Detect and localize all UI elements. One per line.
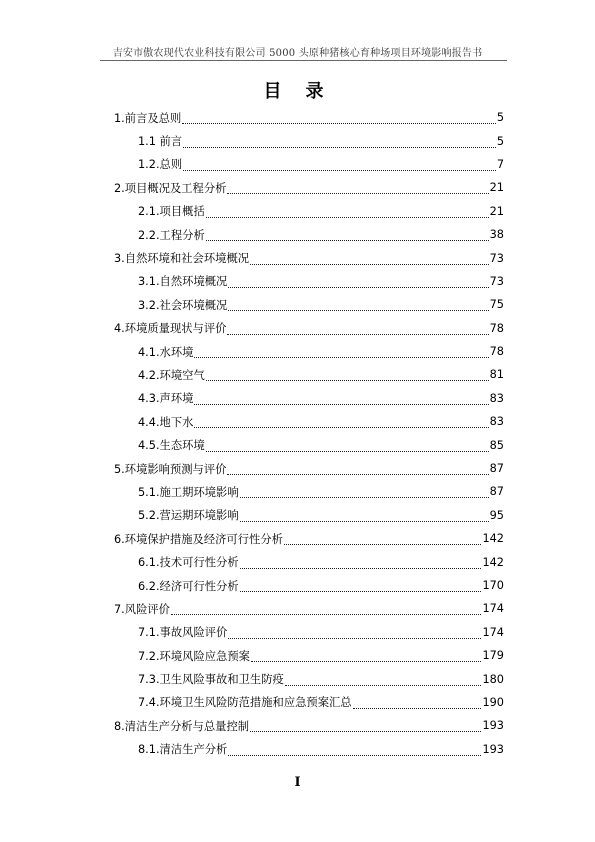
toc-subentry[interactable] [138,621,504,644]
page-number: I [294,775,301,790]
toc-subentry[interactable] [138,550,504,573]
toc-entry-page: 174 [482,625,504,639]
toc-entry-page: 73 [489,274,504,288]
toc-entry-page: 193 [482,719,504,733]
toc-leader-dots [240,521,489,522]
toc-entry-label: 3.自然环境和社会环境概况 [114,252,250,266]
toc-entry-label: 2.1.项目概括 [138,205,205,219]
toc-entry[interactable] [114,597,504,620]
toc-entry-page: 179 [482,649,504,663]
header-divider [100,60,507,61]
toc-entry-label: 1.2.总则 [138,158,183,172]
toc-leader-dots [206,217,489,218]
toc-entry-label: 6.环境保护措施及经济可行性分析 [114,532,283,546]
toc-leader-dots [194,427,488,428]
toc-leader-dots [250,264,489,265]
toc-entry[interactable] [114,527,504,550]
toc-leader-dots [228,310,488,311]
toc-entry-page: 81 [489,368,504,382]
page-title [0,77,595,103]
toc-entry-page: 87 [489,462,504,476]
toc-entry-page: 5 [496,111,504,125]
title-char-2: 录 [305,81,332,102]
toc-entry[interactable] [114,246,504,269]
toc-entry-page: 190 [482,695,504,709]
toc-entry-label: 6.2.经济可行性分析 [138,579,239,593]
toc-leader-dots [206,451,489,452]
toc-entry-label: 3.2.社会环境概况 [138,298,228,312]
toc-entry-page: 73 [489,251,504,265]
toc-subentry[interactable] [138,691,504,714]
toc-subentry[interactable] [138,270,504,293]
toc-subentry[interactable] [138,129,504,152]
toc-entry-label: 1.1 前言 [138,135,183,149]
toc-leader-dots [228,638,481,639]
toc-subentry[interactable] [138,574,504,597]
toc-leader-dots [171,614,481,615]
toc-entry-label: 4.5.生态环境 [138,439,205,453]
toc-entry-label: 4.环境质量现状与评价 [114,322,227,336]
toc-entry-page: 87 [489,485,504,499]
toc-subentry[interactable] [138,363,504,386]
toc-subentry[interactable] [138,410,504,433]
toc-entry-page: 193 [482,742,504,756]
toc-leader-dots [285,685,482,686]
toc-entry[interactable] [114,457,504,480]
toc-entry-page: 142 [482,532,504,546]
toc-entry-label: 7.风险评价 [114,602,170,616]
toc-entry-label: 4.4.地下水 [138,415,194,429]
toc-leader-dots [227,474,488,475]
toc-entry-page: 95 [489,508,504,522]
toc-subentry[interactable] [138,340,504,363]
toc-subentry[interactable] [138,433,504,456]
toc-entry-page: 83 [489,415,504,429]
toc-entry-label: 7.3.卫生风险事故和卫生防疫 [138,673,284,687]
toc-entry[interactable] [114,714,504,737]
toc-entry-label: 1.前言及总则 [114,111,182,125]
running-header: 吉安市傲农现代农业科技有限公司 5000 头原种猪核心育种场项目环境影响报告书 [112,48,483,59]
toc-entry-label: 4.2.环境空气 [138,368,205,382]
toc-subentry[interactable] [138,738,504,761]
toc-entry-label: 4.3.声环境 [138,392,194,406]
toc-leader-dots [227,193,488,194]
toc-entry-page: 78 [489,345,504,359]
toc-entry-page: 85 [489,438,504,452]
toc-entry-page: 7 [496,157,504,171]
toc-entry-label: 3.1.自然环境概况 [138,275,228,289]
toc-leader-dots [240,497,489,498]
toc-leader-dots [284,544,482,545]
toc-subentry[interactable] [138,387,504,410]
toc-leader-dots [251,661,482,662]
toc-leader-dots [227,334,488,335]
toc-leader-dots [228,287,488,288]
toc-entry-label: 5.2.营运期环境影响 [138,509,239,523]
toc-leader-dots [206,380,489,381]
toc-entry-label: 7.2.环境风险应急预案 [138,649,250,663]
toc-entry-page: 170 [482,579,504,592]
toc-leader-dots [228,755,481,756]
toc-entry-label: 5.1.施工期环境影响 [138,485,239,499]
toc-entry-page: 83 [489,391,504,405]
toc-leader-dots [194,357,488,358]
toc-entry-page: 180 [482,672,504,686]
toc-entry-label: 4.1.水环境 [138,345,194,359]
toc-entry-page: 38 [489,228,504,242]
toc-leader-dots [182,123,496,124]
toc-entry-label: 5.环境影响预测与评价 [114,462,227,476]
table-of-contents [114,106,504,761]
toc-subentry[interactable] [138,480,504,503]
toc-leader-dots [240,568,482,569]
toc-leader-dots [194,404,488,405]
toc-entry-label: 8.1.清洁生产分析 [138,743,228,757]
title-char-1: 目 [263,81,290,102]
toc-entry-label: 7.1.事故风险评价 [138,626,228,640]
toc-subentry[interactable] [138,200,504,223]
toc-entry-page: 21 [489,181,504,195]
toc-subentry[interactable] [138,153,504,176]
toc-entry-label: 7.4.环境卫生风险防范措施和应急预案汇总 [138,696,352,710]
toc-entry[interactable] [114,176,504,199]
toc-entry-page: 21 [489,204,504,218]
toc-leader-dots [240,591,482,592]
toc-entry-label: 2.项目概况及工程分析 [114,181,227,195]
toc-subentry[interactable] [138,293,504,316]
toc-leader-dots [183,147,496,148]
toc-subentry[interactable] [138,667,504,690]
toc-entry-page: 5 [496,134,504,148]
toc-entry[interactable] [114,106,504,129]
toc-leader-dots [206,240,489,241]
toc-subentry[interactable] [138,504,504,527]
toc-entry-page: 174 [482,602,504,616]
toc-subentry[interactable] [138,644,504,667]
toc-entry-label: 6.1.技术可行性分析 [138,556,239,570]
toc-entry-label: 8.清洁生产分析与总量控制 [114,719,250,733]
toc-entry-page: 75 [489,298,504,312]
toc-leader-dots [250,731,481,732]
toc-leader-dots [183,170,496,171]
toc-subentry[interactable] [138,223,504,246]
toc-leader-dots [353,708,482,709]
toc-entry-page: 78 [489,321,504,335]
toc-entry-page: 142 [482,555,504,569]
toc-entry-label: 2.2.工程分析 [138,228,205,242]
toc-entry[interactable] [114,317,504,340]
